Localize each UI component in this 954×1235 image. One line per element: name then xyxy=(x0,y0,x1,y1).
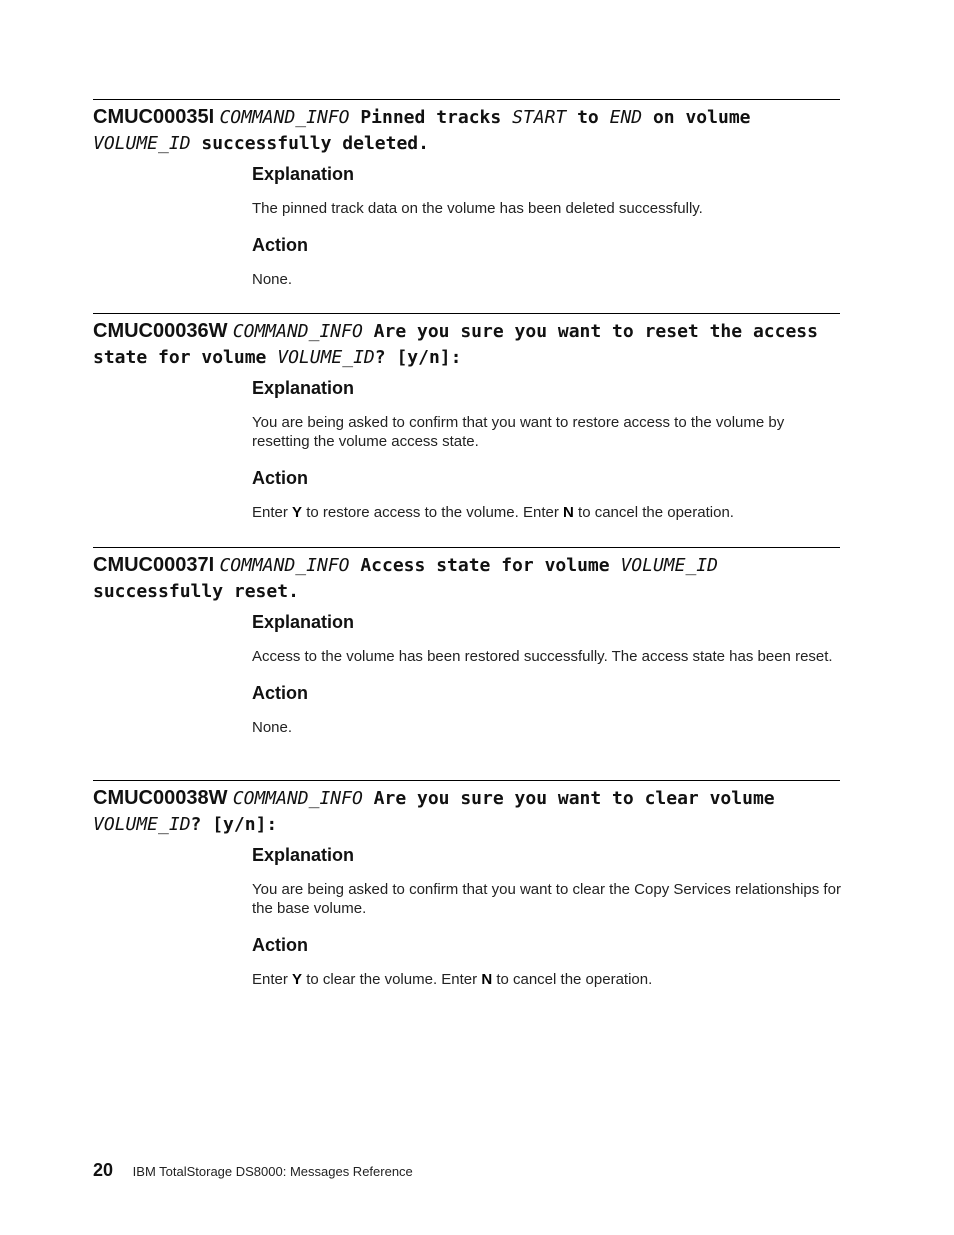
text-segment: You are being asked to confirm that you want to restore access to the volume by resetting the volume access state. xyxy=(252,414,785,450)
text-segment: You are being asked to confirm that you want to clear the Copy Services relationships for the base volume. xyxy=(252,881,841,917)
message-text-segment: on volume xyxy=(642,107,751,128)
message-heading xyxy=(93,781,840,838)
message-text-segment: to xyxy=(566,107,610,128)
message-id: CMUC00035I xyxy=(93,106,215,128)
explanation-heading: Explanation xyxy=(252,845,355,865)
explanation-heading: Explanation xyxy=(252,164,355,184)
explanation-heading: Explanation xyxy=(252,612,355,632)
key-letter: N xyxy=(563,504,574,521)
message-variable: START xyxy=(512,107,567,128)
action-heading: Action xyxy=(252,935,308,955)
message-text-segment: Are you sure you want to reset the access state for volume xyxy=(93,321,818,368)
message-variable: VOLUME_ID xyxy=(93,814,191,835)
message-entry xyxy=(93,547,840,737)
message-heading xyxy=(93,548,840,605)
message-entry xyxy=(93,99,840,289)
message-body xyxy=(252,611,842,737)
message-variable: VOLUME_ID xyxy=(93,133,191,154)
key-letter: N xyxy=(481,971,493,988)
message-variable: COMMAND_INFO xyxy=(219,555,350,576)
text-segment: Access to the volume has been restored successfully. The access state has been reset. xyxy=(252,648,833,665)
message-body xyxy=(252,163,842,289)
message-text-segment: successfully reset. xyxy=(93,581,299,602)
text-segment: to cancel the operation. xyxy=(573,504,734,521)
action-text xyxy=(252,503,842,522)
message-text-segment: Access state for volume xyxy=(349,555,621,576)
text-segment: None. xyxy=(252,271,293,288)
explanation-text xyxy=(252,413,842,451)
explanation-text xyxy=(252,647,842,666)
action-heading: Action xyxy=(252,683,308,703)
message-text-segment: Are you sure you want to clear volume xyxy=(362,788,775,809)
message-variable: VOLUME_ID xyxy=(277,347,375,368)
document-title: IBM TotalStorage DS8000: Messages Reference xyxy=(132,1164,413,1179)
text-segment: The pinned track data on the volume has been deleted successfully. xyxy=(252,200,703,217)
page-footer xyxy=(93,1160,413,1181)
text-segment: to clear the volume. Enter xyxy=(302,971,482,988)
message-id: CMUC00038W xyxy=(93,787,228,809)
message-variable: END xyxy=(609,107,643,128)
message-id: CMUC00037I xyxy=(93,554,215,576)
message-heading xyxy=(93,100,840,157)
message-variable: COMMAND_INFO xyxy=(232,321,363,342)
text-segment: None. xyxy=(252,719,293,736)
message-variable: COMMAND_INFO xyxy=(232,788,363,809)
text-segment: Enter xyxy=(252,504,293,521)
action-heading: Action xyxy=(252,235,308,255)
page-number: 20 xyxy=(93,1160,114,1180)
key-letter: Y xyxy=(292,504,303,521)
message-body xyxy=(252,844,842,989)
explanation-heading: Explanation xyxy=(252,378,355,398)
text-segment: Enter xyxy=(252,971,293,988)
message-text-segment: ? [y/n]: xyxy=(190,814,278,835)
explanation-text xyxy=(252,880,842,918)
message-entry xyxy=(93,780,840,989)
message-body xyxy=(252,377,842,522)
message-text-segment: successfully deleted. xyxy=(190,133,429,154)
action-text xyxy=(252,718,842,737)
message-id: CMUC00036W xyxy=(93,320,228,342)
message-text-segment: ? [y/n]: xyxy=(374,347,462,368)
text-segment: to restore access to the volume. Enter xyxy=(302,504,564,521)
key-letter: Y xyxy=(292,971,303,988)
message-heading xyxy=(93,314,840,371)
message-entry xyxy=(93,313,840,522)
explanation-text xyxy=(252,199,842,218)
message-text-segment: Pinned tracks xyxy=(349,107,513,128)
message-variable: COMMAND_INFO xyxy=(219,107,350,128)
text-segment: to cancel the operation. xyxy=(492,971,653,988)
action-text xyxy=(252,970,842,989)
action-text xyxy=(252,270,842,289)
action-heading: Action xyxy=(252,468,308,488)
message-variable: VOLUME_ID xyxy=(620,555,718,576)
